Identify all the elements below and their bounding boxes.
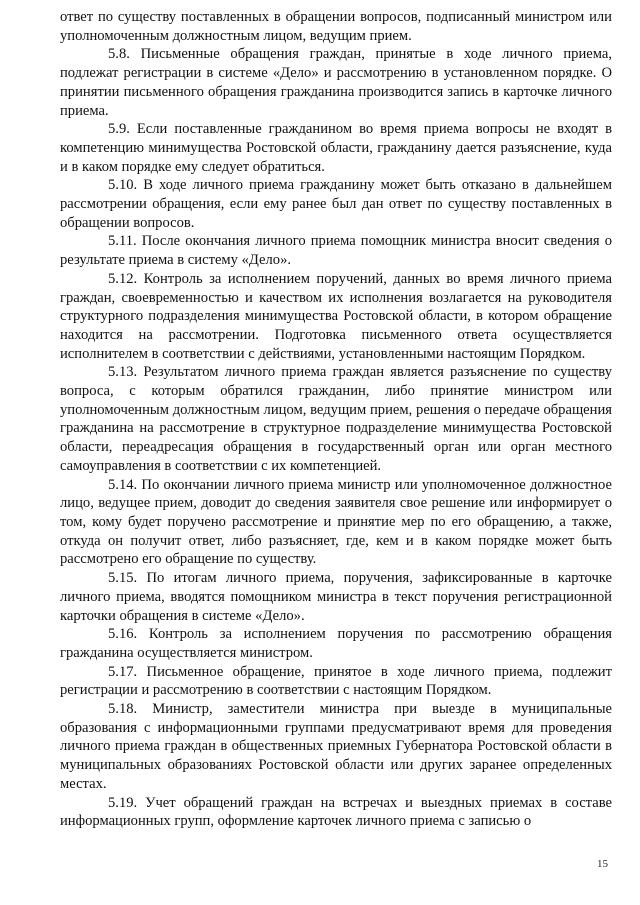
paragraph-5-17: 5.17. Письменное обращение, принятое в ходе личного приема, подлежит регистрации и рассмотрению в соответствии с настоящим Порядком.: [60, 663, 612, 699]
paragraph-5-9: 5.9. Если поставленные гражданином во время приема вопросы не входят в компетенцию минимущества Ростовской области, гражданину дается разъяснение, куда и в каком порядке ему следует обратиться.: [60, 121, 612, 175]
page-number: 15: [597, 858, 608, 870]
paragraph-5-19: 5.19. Учет обращений граждан на встречах и выездных приемах в составе информационных групп, оформление карточек личного приема с записью о: [60, 794, 612, 830]
document-body: [60, 8, 612, 831]
paragraph-5-14: 5.14. По окончании личного приема министр или уполномоченное должностное лицо, ведущее прием, доводит до сведения заявителя свое решение или информирует о том, кому будет поручено рассмотрение и принятие мер по его обращению, а также, откуда он получит ответ, либо разъясняет, где, кем и в каком порядке может быть рассмотрено его обращение по существу.: [60, 476, 612, 568]
paragraph-5-13: 5.13. Результатом личного приема граждан является разъяснение по существу вопроса, с которым обратился гражданин, либо принятие министром или уполномоченным должностным лицом, ведущим прием, решения о передаче обращения гражданина на рассмотрение в структурное подразделение минимущества Ростовской области, переадресация обращения в государственный орган или орган местного самоуправления в соответствии с их компетенцией.: [60, 364, 612, 474]
paragraph-continuation: ответ по существу поставленных в обращении вопросов, подписанный министром или уполномоченным должностным лицом, ведущим прием.: [60, 9, 612, 44]
paragraph-5-12: 5.12. Контроль за исполнением поручений, данных во время личного приема граждан, своевременностью и качеством их исполнения возлагается на руководителя структурного подразделения минимущества Ростовской области, в котором обращение находится на рассмотрении. Подготовка письменного ответа осуществляется исполнителем в соответствии с действиями, установленными настоящим Порядком.: [60, 270, 612, 362]
paragraph-5-8: 5.8. Письменные обращения граждан, принятые в ходе личного приема, подлежат регистрации в системе «Дело» и рассмотрению в установленном порядке. О принятии письменного обращения гражданина производится запись в карточке личного приема.: [60, 46, 612, 119]
paragraph-5-15: 5.15. По итогам личного приема, поручения, зафиксированные в карточке личного приема, вводятся помощником министра в текст поручения регистрационной карточки обращения в системе «Дело».: [60, 570, 612, 624]
paragraph-5-10: 5.10. В ходе личного приема гражданину может быть отказано в дальнейшем рассмотрении обращения, если ему ранее был дан ответ по существу поставленных в обращении вопросов.: [60, 177, 612, 231]
paragraph-5-18: 5.18. Министр, заместители министра при выезде в муниципальные образования с информационными группами предусматривают время для проведения личного приема граждан в общественных приемных Губернатора Ростовской области в муниципальных образованиях Ростовской области или других заранее определенных местах.: [60, 701, 612, 792]
paragraph-5-11: 5.11. После окончания личного приема помощник министра вносит сведения о результате приема в систему «Дело».: [60, 233, 612, 269]
paragraph-5-16: 5.16. Контроль за исполнением поручения по рассмотрению обращения гражданина осуществляется министром.: [60, 626, 612, 661]
